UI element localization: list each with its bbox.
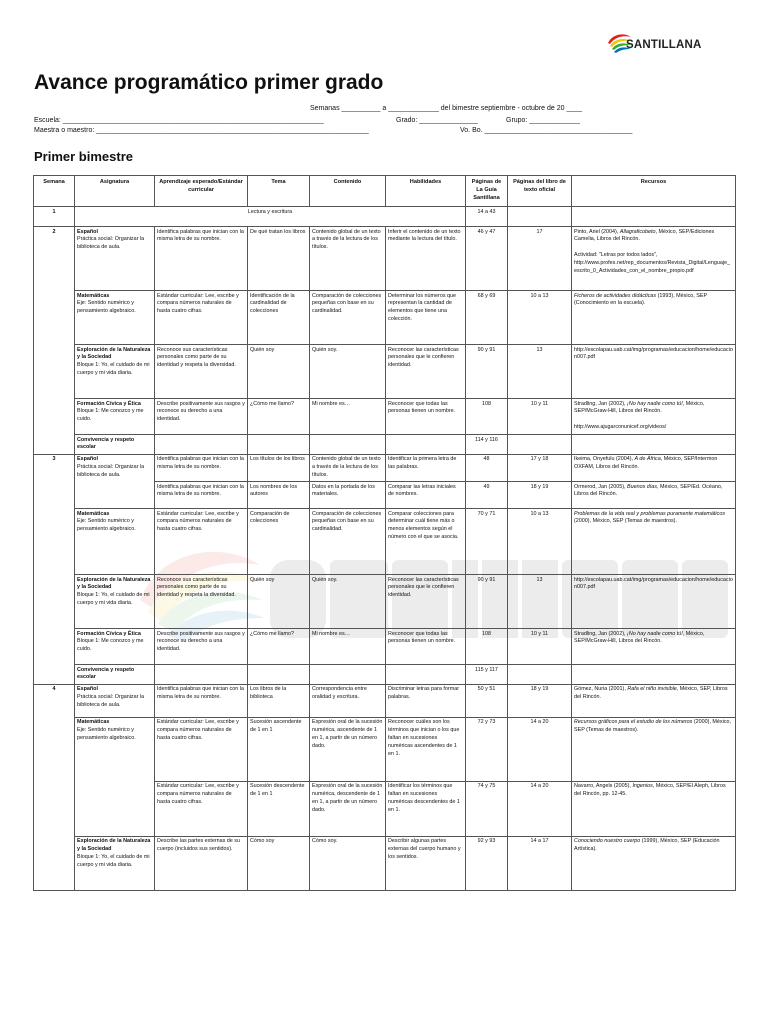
cell: 18 y 19 bbox=[508, 684, 572, 717]
table-row bbox=[34, 227, 736, 291]
recursos-cell bbox=[572, 399, 736, 435]
cell: Comparación de colecciones bbox=[248, 509, 310, 575]
rec-title: Allagraficobeto bbox=[619, 228, 656, 235]
rec-title: Ingenios bbox=[632, 783, 653, 790]
subject-name: Convivencia y respeto escolar bbox=[77, 666, 135, 681]
rec-text: (1999), México, SEP (Educación Artística). bbox=[574, 838, 720, 853]
rec-text: , México, SEP/Ed. Océano, Libros del Rincón. bbox=[574, 483, 723, 498]
asignatura-cell bbox=[75, 345, 155, 399]
cell bbox=[386, 665, 466, 685]
table-row bbox=[34, 629, 736, 665]
cell: Correspondencia entre oralidad y escritura. bbox=[310, 684, 386, 717]
recursos-cell bbox=[572, 291, 736, 345]
grado-line: Grado: _______________ bbox=[396, 117, 478, 124]
cell: 90 y 91 bbox=[466, 575, 508, 629]
cell: 70 y 71 bbox=[466, 509, 508, 575]
cell: Cómo soy bbox=[248, 836, 310, 890]
cell: Quién soy. bbox=[310, 345, 386, 399]
subject-axis: Eje: Sentido numérico y pensamiento algebraico. bbox=[77, 300, 136, 315]
asignatura-cell bbox=[75, 399, 155, 435]
header-paginas-guia: Páginas de La Guía Santillana bbox=[466, 176, 508, 207]
recursos-cell: http://escolapau.uab.cat/img/programas/educacion/home/educacion007.pdf bbox=[572, 345, 736, 399]
subject-name: Exploración de la Naturaleza y la Sociedad bbox=[77, 576, 151, 591]
table-row bbox=[34, 399, 736, 435]
cell: Identifica palabras que inician con la misma letra de su nombre. bbox=[155, 454, 248, 481]
rec-text: Ikeima, Onyefulu (2004), bbox=[574, 456, 635, 463]
recursos-cell bbox=[572, 684, 736, 717]
subject-axis: Eje: Sentido numérico y pensamiento algebraico. bbox=[77, 518, 136, 533]
cell: 10 a 13 bbox=[508, 291, 572, 345]
header-asignatura: Asignatura bbox=[75, 176, 155, 207]
table-row bbox=[34, 435, 736, 455]
cell: Identificar la primera letra de las palabras. bbox=[386, 454, 466, 481]
rec-title: Conociendo nuestro cuerpo bbox=[574, 838, 641, 845]
subject-axis: Bloque 1: Yo, el cuidado de mi cuerpo y mi vida diaria. bbox=[77, 362, 150, 376]
cell: Reconocer las características personales que le confieren identidad. bbox=[386, 575, 466, 629]
asignatura-cell bbox=[75, 509, 155, 575]
cell: Discriminar letras para formar palabras. bbox=[386, 684, 466, 717]
cell: 72 y 73 bbox=[466, 717, 508, 781]
cell: Quién soy. bbox=[310, 575, 386, 629]
table-row bbox=[34, 454, 736, 481]
header-habilidades: Habilidades bbox=[386, 176, 466, 207]
escuela-line: Escuela: ___________________________________________________________________ bbox=[34, 117, 324, 124]
cell: Comparar colecciones para determinar cuál tiene más o menos elementos según el número con el que se asocia. bbox=[386, 509, 466, 575]
recursos-cell bbox=[572, 482, 736, 509]
cell: 10 a 13 bbox=[508, 509, 572, 575]
cell: Los libros de la biblioteca bbox=[248, 684, 310, 717]
rec-title: Ficheros de actividades didácticas bbox=[574, 292, 657, 299]
recursos-cell bbox=[572, 454, 736, 481]
cell bbox=[155, 435, 248, 455]
semanas-line: Semanas __________ a _____________ del bimestre septiembre - octubre de 20 ____ bbox=[310, 105, 583, 112]
semana-cell: 1 bbox=[34, 207, 75, 227]
cell: 13 bbox=[508, 575, 572, 629]
rec-text: , México, SEP/Intermon OXFAM, Libros del Rincón. bbox=[574, 456, 718, 470]
asignatura-cell bbox=[75, 291, 155, 345]
rec-text: Gómez, Nuria (2001), bbox=[574, 686, 628, 693]
cell: Reconocer cuáles son los términos que inician o los que faltan en sucesiones numéricas ascendentes de 1 en 1. bbox=[386, 717, 466, 781]
cell: Expresión oral de la sucesión numérica, descendente de 1 en 1, a partir de un número dado. bbox=[310, 781, 386, 836]
subject-name: Exploración de la Naturaleza y la Sociedad bbox=[77, 838, 151, 853]
cell: ¿Cómo me llamo? bbox=[248, 629, 310, 665]
table-row bbox=[34, 509, 736, 575]
rec-text: (2000), México, SEP (Temas de maestros). bbox=[574, 518, 677, 525]
semana-cell: 4 bbox=[34, 684, 75, 890]
subject-axis: Bloque 1: Yo, el cuidado de mi cuerpo y mi vida diaria. bbox=[77, 592, 150, 607]
asignatura-cell bbox=[75, 454, 155, 508]
cell: Mi nombre es… bbox=[310, 399, 386, 435]
recursos-cell: http://escolapau.uab.cat/img/programas/educacion/home/educacion007.pdf bbox=[572, 575, 736, 629]
cell: 50 y 51 bbox=[466, 684, 508, 717]
cell: 74 y 75 bbox=[466, 781, 508, 836]
asignatura-cell bbox=[75, 684, 155, 717]
header-aprendizaje: Aprendizaje esperado/Estándar curricular bbox=[155, 176, 248, 207]
cell: 18 y 19 bbox=[508, 482, 572, 509]
asignatura-cell bbox=[75, 435, 155, 455]
subject-axis: Bloque 1: Me conozco y me cuido. bbox=[77, 408, 144, 423]
subject-name: Exploración de la Naturaleza y la Sociedad bbox=[77, 346, 151, 361]
cell bbox=[310, 665, 386, 685]
cell: Identifica palabras que inician con la misma letra de su nombre. bbox=[155, 227, 248, 291]
cell: Comparación de colecciones pequeñas con base en su cardinalidad. bbox=[310, 291, 386, 345]
subject-axis: Eje: Sentido numérico y pensamiento algebraico. bbox=[77, 727, 136, 741]
cell: 108 bbox=[466, 629, 508, 665]
section-title: Primer bimestre bbox=[34, 149, 133, 164]
cell: Lectura y escritura bbox=[75, 207, 466, 227]
rec-text: Navarro, Angels (2005), bbox=[574, 783, 633, 790]
cell: Determinar los números que representan la cantidad de elementos que tiene una colección. bbox=[386, 291, 466, 345]
asignatura-cell bbox=[75, 717, 155, 836]
header-paginas-libro: Páginas del libro de texto oficial bbox=[508, 176, 572, 207]
cell: Describir algunas partes externas del cuerpo humano y los sentidos. bbox=[386, 836, 466, 890]
rec-title: Problemas de la vida real y problemas puramente matemáticos bbox=[574, 510, 726, 517]
cell: Sucesión descendente de 1 en 1 bbox=[248, 781, 310, 836]
cell: Cómo soy. bbox=[310, 836, 386, 890]
subject-axis: Práctica social: Organizar la biblioteca de aula. bbox=[77, 694, 145, 708]
rec-title: ¡No hay nadie como tú! bbox=[627, 630, 683, 637]
rec-text: , México, SEP/McGraw-Hill, Libros del Rincón. bbox=[574, 400, 705, 415]
recursos-cell bbox=[572, 781, 736, 836]
cell: Sucesión ascendente de 1 en 1 bbox=[248, 717, 310, 781]
subject-axis: Bloque 1: Yo, el cuidado de mi cuerpo y mi vida diaria. bbox=[77, 853, 150, 868]
cell: 17 bbox=[508, 227, 572, 291]
cell bbox=[572, 435, 736, 455]
cell: Identifica palabras que inician con la misma letra de su nombre. bbox=[155, 684, 248, 717]
cell bbox=[508, 435, 572, 455]
cell bbox=[572, 207, 736, 227]
cell: 14 a 43 bbox=[466, 207, 508, 227]
rec-title: A de África bbox=[634, 456, 661, 463]
rec-text: , México, SEP/Ediciones Camelia, Libros del Rincón. bbox=[574, 228, 715, 243]
cell: 92 y 93 bbox=[466, 836, 508, 890]
cell: 14 a 17 bbox=[508, 836, 572, 890]
cell: 115 y 117 bbox=[466, 665, 508, 685]
vobo-line: Vo. Bo. ______________________________________ bbox=[460, 127, 633, 134]
cell: 46 y 47 bbox=[466, 227, 508, 291]
rec-title: Rafa el niño invisible bbox=[627, 686, 677, 693]
recursos-cell bbox=[572, 836, 736, 890]
cell: ¿Cómo me llamo? bbox=[248, 399, 310, 435]
cell: 48 bbox=[466, 454, 508, 481]
cell: Contenido global de un texto a través de la lectura de los títulos. bbox=[310, 454, 386, 481]
header-tema: Tema bbox=[248, 176, 310, 207]
asignatura-cell bbox=[75, 629, 155, 665]
maestro-line: Maestra o maestro: ______________________________________________________________________ bbox=[34, 127, 369, 134]
rec-text: Stradling, Jan (2002), bbox=[574, 630, 628, 637]
subject-name: Matemáticas bbox=[77, 510, 110, 517]
header-semana: Semana bbox=[34, 176, 75, 207]
table-row bbox=[34, 291, 736, 345]
cell: Expresión oral de la sucesión numérica, ascendente de 1 en 1, a partir de un número dado. bbox=[310, 717, 386, 781]
subject-name: Formación Cívica y Ética bbox=[77, 400, 141, 407]
program-table bbox=[33, 175, 736, 891]
subject-name: Matemáticas bbox=[77, 719, 110, 726]
cell: 49 bbox=[466, 482, 508, 509]
semana-cell: 2 bbox=[34, 227, 75, 455]
cell bbox=[248, 435, 310, 455]
rec-title: Recursos gráficos para el estudio de los números bbox=[574, 719, 693, 726]
cell: Quién soy bbox=[248, 345, 310, 399]
cell: Reconoce sus características personales como parte de su identidad y respeta la diversidad. bbox=[155, 575, 248, 629]
rec-text: Ormerod, Jan (2005), bbox=[574, 483, 628, 490]
cell: 108 bbox=[466, 399, 508, 435]
cell: Los títulos de los libros bbox=[248, 454, 310, 481]
table-row bbox=[34, 207, 736, 227]
santillana-logo bbox=[606, 30, 706, 56]
cell: 114 y 116 bbox=[466, 435, 508, 455]
cell: Identificar los términos que faltan en sucesiones numéricas descendentes de 1 en 1. bbox=[386, 781, 466, 836]
cell: Los nombres de los autores bbox=[248, 482, 310, 509]
cell bbox=[248, 665, 310, 685]
cell: Estándar curricular: Lee, escribe y compara números naturales de hasta cuatro cifras. bbox=[155, 781, 248, 836]
cell: 13 bbox=[508, 345, 572, 399]
table-row bbox=[34, 836, 736, 890]
cell bbox=[386, 435, 466, 455]
cell: 17 y 18 bbox=[508, 454, 572, 481]
table-row bbox=[34, 684, 736, 717]
rec-text: Stradling, Jan (2002), bbox=[574, 400, 628, 407]
subject-axis: Bloque 1: Me conozco y me cuido. bbox=[77, 638, 144, 653]
table-row bbox=[34, 575, 736, 629]
santillana-wordmark: SANTILLANA bbox=[626, 39, 702, 51]
cell: Estándar curricular: Lee, escribe y compara números naturales de hasta cuatro cifras. bbox=[155, 509, 248, 575]
cell: Datos en la portada de los materiales. bbox=[310, 482, 386, 509]
rec-text: , México, SEP/El Aleph, Libros del Rincón, pp. 12-45. bbox=[574, 783, 726, 798]
subject-axis: Práctica social: Organizar la biblioteca de aula. bbox=[77, 463, 145, 478]
recursos-cell bbox=[572, 717, 736, 781]
recursos-cell bbox=[572, 629, 736, 665]
rec-text: (2000), México, SEP (Temas de maestros). bbox=[574, 719, 732, 734]
rec-link: Actividad: "Letras por todos lados", http://www.profes.net/rep_documentos/Revista_Digital/Lenguaje_escrito_0_Actividades_con_el_nombre_propio.pdf bbox=[574, 251, 731, 274]
page-title: Avance programático primer grado bbox=[34, 71, 384, 94]
asignatura-cell bbox=[75, 665, 155, 685]
rec-text: , México, SEP, Libros del Rincón. bbox=[574, 686, 728, 701]
asignatura-cell bbox=[75, 836, 155, 890]
cell: Quién soy bbox=[248, 575, 310, 629]
header-recursos: Recursos bbox=[572, 176, 736, 207]
table-header-row bbox=[34, 176, 736, 207]
cell: Comparación de colecciones pequeñas con base en su cardinalidad. bbox=[310, 509, 386, 575]
cell: Comparar las letras iniciales de nombres. bbox=[386, 482, 466, 509]
table-row bbox=[34, 717, 736, 781]
rec-title: ¡No hay nadie como tú! bbox=[627, 400, 683, 407]
cell: Mi nombre es… bbox=[310, 629, 386, 665]
cell: Describe positivamente sus rasgos y reconoce su derecho a una identidad. bbox=[155, 629, 248, 665]
subject-name: Español bbox=[77, 228, 98, 235]
cell: Describe positivamente sus rasgos y reconoce su derecho a una identidad. bbox=[155, 399, 248, 435]
cell bbox=[508, 665, 572, 685]
cell bbox=[310, 435, 386, 455]
subject-name: Formación Cívica y Ética bbox=[77, 630, 141, 637]
cell: Reconocer que todas las personas tienen un nombre. bbox=[386, 399, 466, 435]
cell: De qué tratan los libros bbox=[248, 227, 310, 291]
cell: Reconoce sus características personales como parte de su identidad y respeta la diversidad. bbox=[155, 345, 248, 399]
grupo-line: Grupo: _____________ bbox=[506, 117, 580, 124]
subject-name: Español bbox=[77, 686, 98, 693]
cell: 14 a 20 bbox=[508, 781, 572, 836]
cell: Reconocer las características personales que le confieren identidad. bbox=[386, 345, 466, 399]
cell: 68 y 69 bbox=[466, 291, 508, 345]
table-row bbox=[34, 665, 736, 685]
header-contenido: Contenido bbox=[310, 176, 386, 207]
asignatura-cell bbox=[75, 575, 155, 629]
rec-text: (1993), México, SEP (Conocimiento en la escuela). bbox=[574, 292, 707, 307]
cell: Estándar curricular: Lee, escribe y compara números naturales de hasta cuatro cifras. bbox=[155, 291, 248, 345]
rec-link: http://www.ajugarconunicef.org/videos/ bbox=[574, 423, 667, 430]
cell: Inferir el contenido de un texto mediante la lectura del título. bbox=[386, 227, 466, 291]
cell: Contenido global de un texto a través de la lectura de los títulos. bbox=[310, 227, 386, 291]
cell: Estándar curricular: Lee, escribe y compara números naturales de hasta cuatro cifras. bbox=[155, 717, 248, 781]
cell: 10 y 11 bbox=[508, 629, 572, 665]
cell: Reconocer que todas las personas tienen un nombre. bbox=[386, 629, 466, 665]
cell: Identificación de la cardinalidad de colecciones bbox=[248, 291, 310, 345]
cell bbox=[155, 665, 248, 685]
cell: 90 y 91 bbox=[466, 345, 508, 399]
cell bbox=[508, 207, 572, 227]
rec-text: , México, SEP/McGraw-Hill, Libros del Rincón. bbox=[574, 630, 705, 645]
rec-text: Pinto, Ariel (2004), bbox=[574, 228, 620, 235]
semana-cell: 3 bbox=[34, 454, 75, 684]
subject-axis: Práctica social: Organizar la biblioteca de aula. bbox=[77, 236, 145, 251]
rec-title: Buenos días bbox=[627, 483, 658, 490]
recursos-cell bbox=[572, 227, 736, 291]
subject-name: Español bbox=[77, 456, 98, 463]
subject-name: Matemáticas bbox=[77, 292, 110, 299]
cell bbox=[572, 665, 736, 685]
subject-name: Convivencia y respeto escolar bbox=[77, 436, 135, 451]
asignatura-cell bbox=[75, 227, 155, 291]
recursos-cell bbox=[572, 509, 736, 575]
cell: Describe las partes externas de su cuerpo (incluidos sus sentidos). bbox=[155, 836, 248, 890]
cell: Identifica palabras que inician con la misma letra de su nombre. bbox=[155, 482, 248, 509]
table-row bbox=[34, 345, 736, 399]
cell: 10 y 11 bbox=[508, 399, 572, 435]
cell: 14 a 20 bbox=[508, 717, 572, 781]
